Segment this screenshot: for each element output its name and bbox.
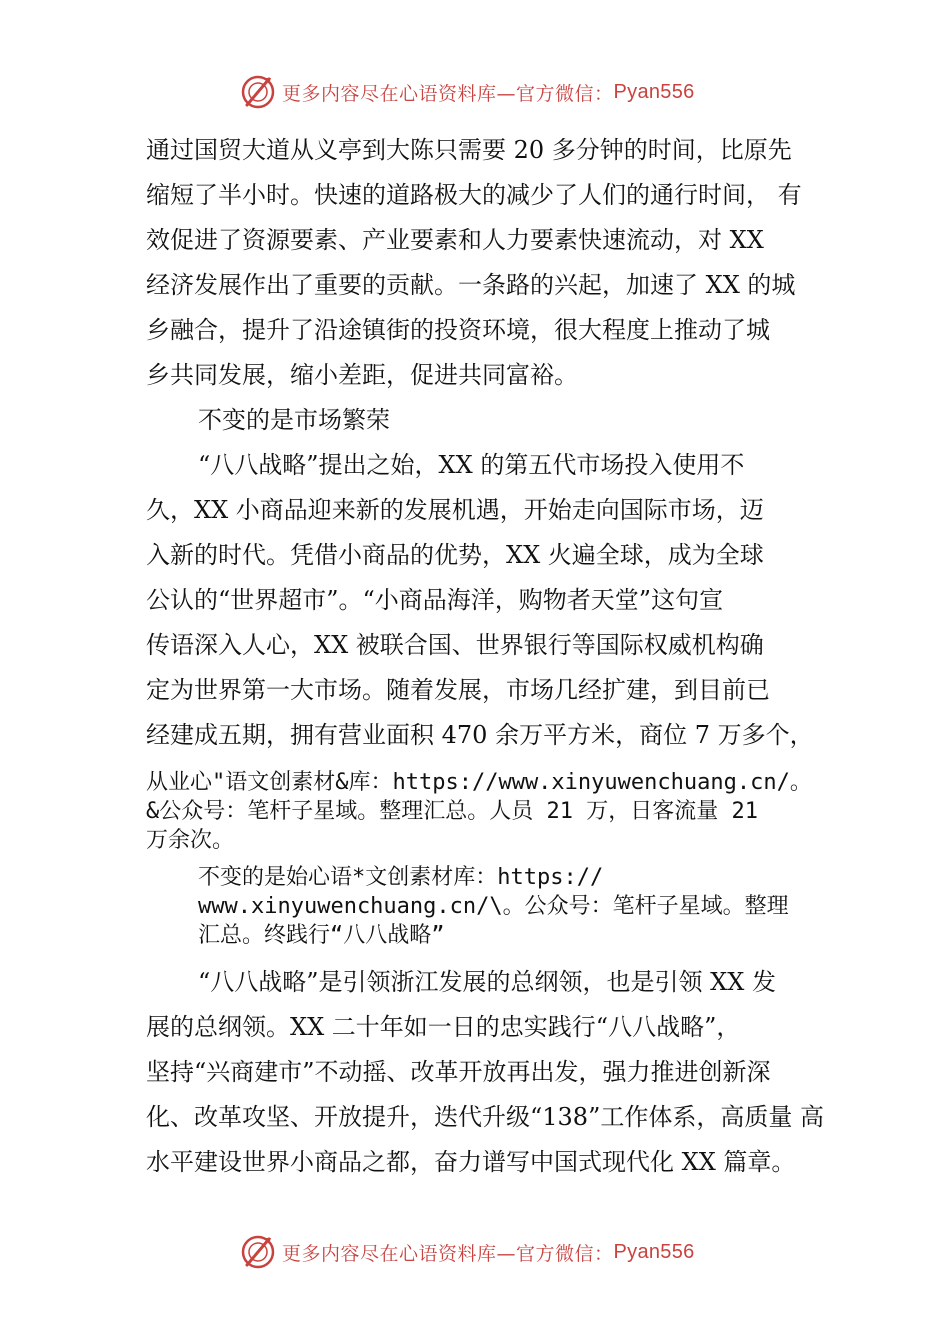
banner-text: 更多内容尽在心语资料库—官方微信： bbox=[282, 1242, 614, 1265]
banner-wechat-id: Pyan556 bbox=[613, 1240, 695, 1263]
text-line: “八八战略”是引领浙江发展的总纲领，也是引领 XX 发 bbox=[198, 968, 776, 996]
text-line: 乡融合，提升了沿途镇街的投资环境，很大程度上推动了城 bbox=[146, 316, 770, 344]
paragraph-market bbox=[146, 443, 836, 758]
text-line: 经济发展作出了重要的贡献。一条路的兴起，加速了 XX 的城 bbox=[146, 271, 796, 299]
paragraph-transport bbox=[146, 128, 836, 398]
text-line: 缩短了半小时。快速的道路极大的减少了人们的通行时间， 有 bbox=[146, 181, 802, 209]
banner-wechat-id: Pyan556 bbox=[613, 80, 695, 103]
text-line: 汇总。终践行“八八战略” bbox=[198, 923, 445, 948]
text-line: “八八战略”提出之始，XX 的第五代市场投入使用不 bbox=[198, 451, 745, 479]
text-line: 经建成五期，拥有营业面积 470 余万平方米，商位 7 万多个， bbox=[146, 721, 814, 749]
text-line: 化、改革攻坚、开放提升，迭代升级“138”工作体系，高质量 高 bbox=[146, 1103, 824, 1131]
section-heading-market: 不变的是市场繁荣 bbox=[198, 406, 390, 434]
text-line: 通过国贸大道从义亭到大陈只需要 20 多分钟的时间，比原先 bbox=[146, 136, 792, 164]
paragraph-strategy bbox=[146, 960, 836, 1185]
text-line: &公众号：笔杆子星域。整理汇总。人员 21 万，日客流量 21 bbox=[146, 799, 758, 824]
text-line: 万余次。 bbox=[146, 828, 235, 853]
text-line: 效促进了资源要素、产业要素和人力要素快速流动，对 XX bbox=[146, 226, 764, 254]
library-logo-icon bbox=[238, 72, 278, 112]
document-body bbox=[146, 128, 836, 1185]
text-line: www.xinyuwenchuang.cn/\。公众号：笔杆子星域。整理 bbox=[198, 894, 789, 919]
banner-text: 更多内容尽在心语资料库—官方微信： bbox=[282, 82, 614, 105]
text-line: 公认的“世界超市”。“小商品海洋，购物者天堂”这句宣 bbox=[146, 586, 724, 614]
text-line: 定为世界第一大市场。随着发展，市场几经扩建，到目前已 bbox=[146, 676, 770, 704]
text-line: 乡共同发展，缩小差距，促进共同富裕。 bbox=[146, 361, 578, 389]
text-line: 传语深入人心，XX 被联合国、世界银行等国际权威机构确 bbox=[146, 631, 764, 659]
header-banner bbox=[238, 72, 695, 112]
footer-banner bbox=[238, 1232, 695, 1272]
text-line: 展的总纲领。XX 二十年如一日的忠实践行“八八战略”， bbox=[146, 1013, 741, 1041]
paragraph-market-tail bbox=[146, 768, 836, 855]
text-line: 不变的是始心语*文创素材库：https:// bbox=[198, 865, 604, 890]
text-line: 入新的时代。凭借小商品的优势，XX 火遍全球，成为全球 bbox=[146, 541, 764, 569]
text-line: 坚持“兴商建市”不动摇、改革开放再出发，强力推进创新深 bbox=[146, 1058, 771, 1086]
library-logo-icon bbox=[238, 1232, 278, 1272]
text-line: 久，XX 小商品迎来新的发展机遇，开始走向国际市场，迈 bbox=[146, 496, 764, 524]
section-heading-practice bbox=[146, 863, 836, 950]
text-line: 水平建设世界小商品之都，奋力谱写中国式现代化 XX 篇章。 bbox=[146, 1148, 796, 1176]
text-line: 从业心"语文创素材&库：https://www.xinyuwenchuang.cn/。 bbox=[146, 770, 812, 795]
